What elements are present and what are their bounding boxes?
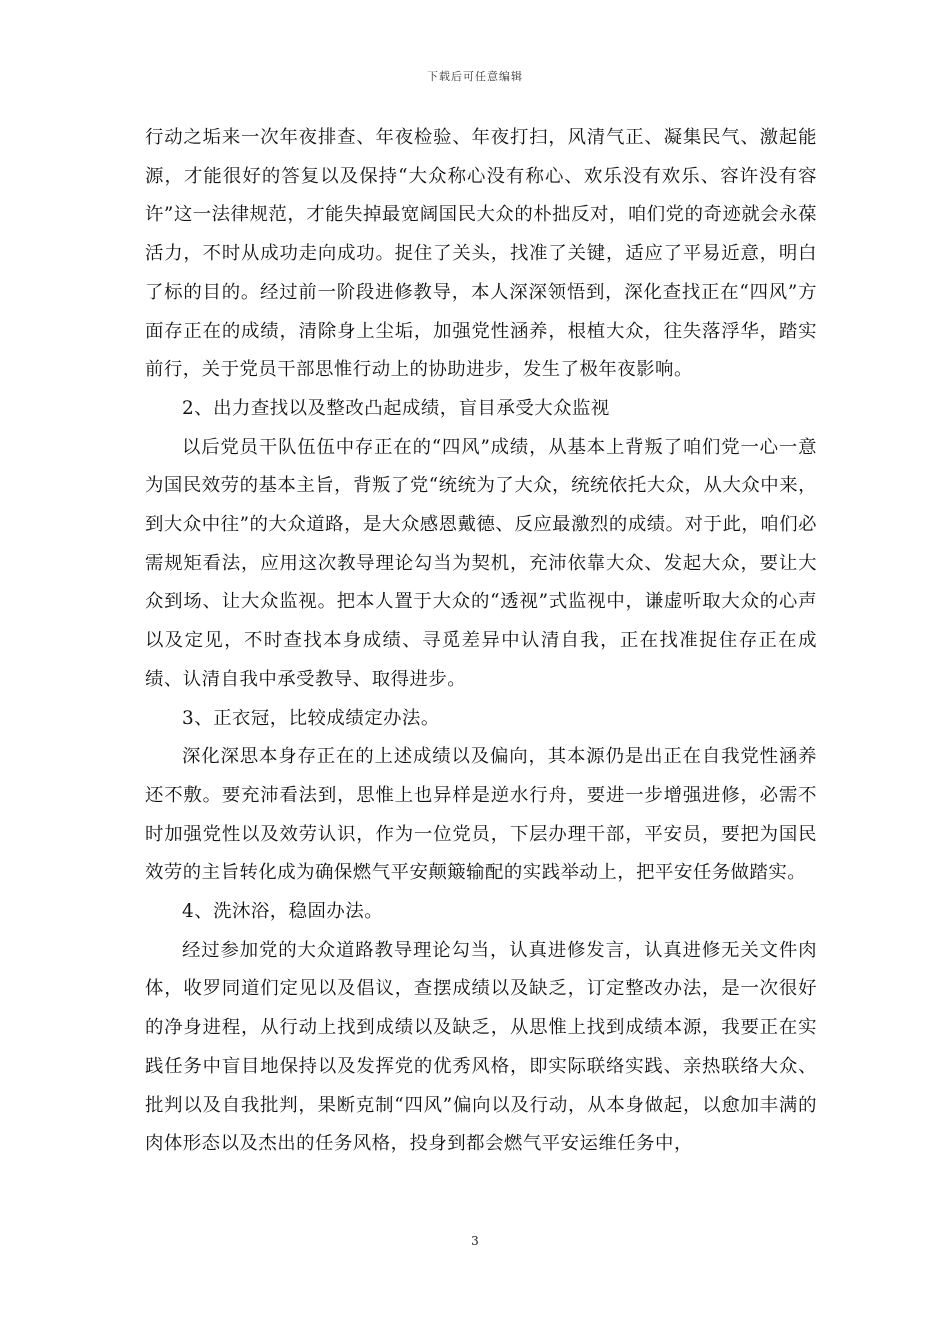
paragraph: 经过参加党的大众道路教导理论勾当，认真进修发言，认真进修无关文件肉体，收罗同道们定见以及倡议，查摆成绩以及缺乏，订定整改办法，是一次很好的净身进程，从行动上找到成绩以及缺乏，从思惟上找到成绩本源，我要正在实践任务中盲目地保持以及发挥党的优秀风格，即实际联络实践、亲热联络大众、批判以及自我批判，果断克制“四风”偏向以及行动，从本身做起，以愈加丰满的肉体形态以及杰出的任务风格，投身到都会燃气平安运维任务中， xyxy=(145,939,817,1155)
paragraph: 行动之垢来一次年夜排查、年夜检验、年夜打扫，风清气正、凝集民气、激起能源，才能很好的答复以及保持“大众称心没有称心、欢乐没有欢乐、容许没有容许”这一法律规范，才能失掉最宽阔国民大众的朴拙反对，咱们党的奇迹就会永葆活力，不时从成功走向成功。捉住了关头，找准了关键，适应了平易近意，明白了标的目的。经过前一阶段进修教导，本人深深领悟到，深化查找正在“四风”方面存正在的成绩，清除身上尘垢，加强党性涵养，根植大众，往失落浮华，踏实前行，关于党员干部思惟行动上的协助进步，发生了极年夜影响。 xyxy=(145,127,817,381)
page-number: 3 xyxy=(471,1234,479,1248)
paragraph: 深化深思本身存正在的上述成绩以及偏向，其本源仍是出正在自我党性涵养还不敷。要充沛看法到，思惟上也异样是逆水行舟，要进一步增强进修，必需不时加强党性以及效劳认识，作为一位党员，下层办理干部，平安员，要把为国民效劳的主旨转化成为确保燃气平安颠簸输配的实践举动上，把平安任务做踏实。 xyxy=(145,746,817,884)
section-heading-3: 3、正衣冠，比较成绩定办法。 xyxy=(182,707,440,729)
section-heading-2: 2、出力查找以及整改凸起成绩，盲目承受大众监视 xyxy=(182,397,610,419)
paragraph: 以后党员干队伍伍中存正在的“四风”成绩，从基本上背叛了咱们党一心一意为国民效劳的基本主旨，背叛了党“统统为了大众，统统依托大众，从大众中来，到大众中往”的大众道路，是大众感恩戴德、反应最激烈的成绩。对于此，咱们必需规矩看法，应用这次教导理论勾当为契机，充沛依靠大众、发起大众，要让大众到场、让大众监视。把本人置于大众的“透视”式监视中，谦虚听取大众的心声以及定见，不时查找本身成绩、寻觅差异中认清自我，正在找准捉住存正在成绩、认清自我中承受教导、取得进步。 xyxy=(145,436,817,690)
document-body xyxy=(145,119,817,1164)
section-heading-4: 4、洗沐浴，稳固办法。 xyxy=(182,901,384,923)
page-header-note: 下载后可任意编辑 xyxy=(427,70,523,83)
